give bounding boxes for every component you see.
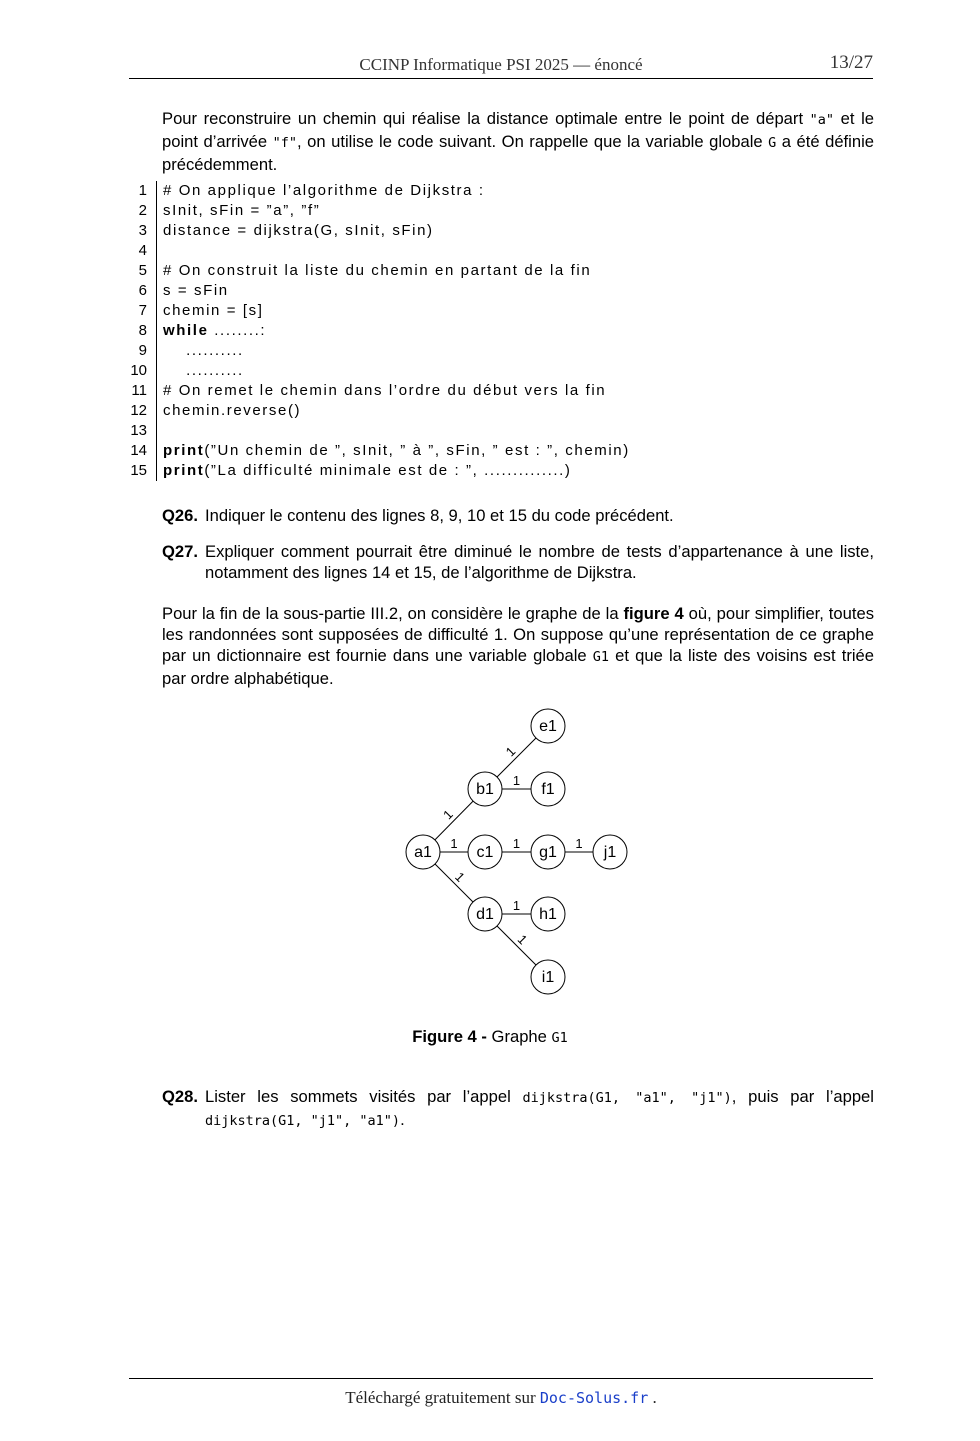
code-line [120, 401, 820, 421]
header-title: CCINP Informatique PSI 2025 — énoncé [359, 55, 643, 74]
code-lines [120, 181, 820, 481]
intro-paragraph [162, 108, 874, 175]
node-label: i1 [541, 969, 555, 986]
intro-text: et le point d’arrivée [162, 109, 874, 151]
question-text: Indiquer le contenu des lignes 8, 9, 10 et 15 du code précédent. [205, 506, 674, 525]
figure-caption [0, 1027, 980, 1047]
page-footer [129, 1378, 873, 1408]
line-number: 12 [130, 402, 147, 419]
caption-label: Figure 4 - [412, 1027, 492, 1046]
code-content: .......... [163, 342, 244, 359]
code-line [120, 361, 820, 381]
code-line [120, 461, 820, 481]
code-keyword: print [163, 442, 205, 459]
para-text: Pour la fin de la sous-partie III.2, on considère le graphe de la [162, 604, 624, 623]
code-keyword: print [163, 462, 205, 479]
code-text [163, 401, 301, 421]
question-label: Q26. [162, 506, 198, 525]
node-label: d1 [476, 906, 494, 923]
node-label: e1 [539, 718, 557, 735]
edge-weight-label: 1 [514, 931, 531, 948]
edge-weight-label: 1 [575, 836, 583, 851]
code-text [163, 361, 244, 381]
code-text [163, 341, 244, 361]
question-label: Q27. [162, 542, 198, 561]
code-content: s = sFin [163, 282, 229, 299]
line-number: 10 [130, 362, 147, 379]
node-label: j1 [603, 844, 617, 861]
code-text [163, 301, 263, 321]
code-line [120, 201, 820, 221]
code-line [120, 261, 820, 281]
question-q27 [162, 541, 874, 583]
node-label: f1 [541, 781, 555, 798]
edge-weight-label: 1 [440, 806, 456, 823]
code-content: chemin.reverse() [163, 402, 302, 419]
inline-code: dijkstra(G1, "a1", "j1") [522, 1090, 732, 1106]
edge-weight-label: 1 [450, 836, 458, 851]
line-number: 11 [131, 382, 147, 399]
line-number: 9 [138, 342, 147, 359]
intro-text: a été définie précédemment. [162, 132, 874, 174]
code-content: (”Un chemin de ”, sInit, ” à ”, sFin, ” est : ”, chemin) [204, 442, 630, 459]
intro-text: Pour reconstruire un chemin qui réalise la distance optimale entre le point de départ [162, 109, 810, 128]
graph-edge-a1-d1 [435, 864, 473, 902]
line-number: 1 [138, 182, 147, 199]
line-number: 14 [130, 442, 147, 459]
figure-reference: figure 4 [623, 604, 684, 623]
para-text: et que la liste des voisins est triée par ordre alphabétique. [162, 646, 874, 688]
inline-code: dijkstra(G1, "j1", "a1") [205, 1113, 401, 1129]
question-text [162, 1086, 874, 1132]
code-content: (”La difficulté minimale est de : ”, ..............) [204, 462, 572, 479]
code-text [163, 441, 630, 461]
graph-edge-d1-i1 [497, 926, 536, 965]
code-line [120, 301, 820, 321]
code-text [163, 181, 485, 201]
para-text: où, pour simplifier, toutes les randonnées sont supposées de difficulté 1. On suppose qu’une représentation de ce graphe par un dictionnaire est fournie dans une variable globale [162, 604, 875, 665]
caption-code: G1 [551, 1030, 568, 1046]
graph-paragraph [162, 603, 874, 689]
code-content: .......... [163, 362, 244, 379]
code-content: # On construit la liste du chemin en partant de la fin [163, 262, 592, 279]
footer-end: . [648, 1388, 657, 1407]
inline-code: G1 [592, 649, 610, 665]
code-text [163, 461, 572, 481]
edge-weight-label: 1 [502, 743, 519, 760]
code-content: # On applique l’algorithme de Dijkstra : [163, 182, 485, 199]
intro-text: , on utilise le code suivant. On rappelle que la variable globale [297, 132, 769, 151]
node-label: h1 [539, 906, 557, 923]
code-line [120, 181, 820, 201]
graph-figure [380, 700, 640, 1000]
question-q28 [162, 1086, 874, 1132]
node-label: g1 [539, 844, 557, 861]
line-number: 5 [138, 262, 147, 279]
question-label: Q28. [162, 1087, 198, 1106]
code-text [163, 261, 591, 281]
code-content: ........: [208, 322, 267, 339]
q28-text: Lister les sommets visités par l’appel [205, 1087, 523, 1106]
code-line [120, 441, 820, 461]
line-number: 7 [138, 302, 147, 319]
inline-code: "f" [272, 135, 298, 151]
node-label: a1 [414, 844, 432, 861]
code-text [163, 321, 266, 341]
code-text [163, 281, 229, 301]
question-text: Expliquer comment pourrait être diminué le nombre de tests d’appartenance à une liste, notamment des lignes 14 et 15, de l’algorithme de Dijkstra. [205, 542, 874, 582]
code-line [120, 241, 820, 261]
code-line [120, 421, 820, 441]
node-label: b1 [476, 781, 494, 798]
node-label: c1 [476, 844, 494, 861]
edge-weight-label: 1 [452, 869, 468, 885]
graph-edge-b1-e1 [497, 738, 536, 777]
code-content: sInit, sFin = ”a”, ”f” [163, 202, 321, 219]
code-text [163, 201, 320, 221]
code-line [120, 381, 820, 401]
edge-weight-label: 1 [512, 836, 521, 851]
line-number: 8 [138, 322, 147, 339]
line-number: 15 [130, 462, 147, 479]
code-line [120, 321, 820, 341]
q28-text: . [400, 1110, 405, 1129]
line-number: 2 [138, 202, 147, 219]
line-number: 4 [138, 242, 147, 259]
edge-weight-label: 1 [512, 773, 521, 788]
edge-weight-label: 1 [512, 898, 521, 913]
code-line [120, 281, 820, 301]
line-number: 13 [130, 422, 147, 439]
graph-edge-a1-b1 [435, 801, 473, 840]
code-line [120, 341, 820, 361]
caption-text: Graphe [491, 1027, 552, 1046]
line-number: 3 [138, 222, 147, 239]
code-text [163, 381, 606, 401]
page-number: 13/27 [829, 52, 873, 73]
code-keyword: while [163, 322, 209, 339]
inline-code: "a" [809, 112, 835, 128]
code-text [163, 221, 434, 241]
code-line [120, 221, 820, 241]
line-number: 6 [138, 282, 147, 299]
code-content: chemin = [s] [163, 302, 264, 319]
inline-code: G [768, 135, 777, 151]
code-content: distance = dijkstra(G, sInit, sFin) [163, 222, 434, 239]
question-q26 [162, 505, 874, 526]
code-listing [120, 181, 820, 481]
footer-text: Téléchargé gratuitement sur [345, 1388, 540, 1407]
q28-text: , puis par l’appel [731, 1087, 874, 1106]
footer-link[interactable]: Doc-Solus.fr [539, 1389, 649, 1407]
page-header [129, 52, 873, 79]
code-content: # On remet le chemin dans l’ordre du début vers la fin [163, 382, 607, 399]
